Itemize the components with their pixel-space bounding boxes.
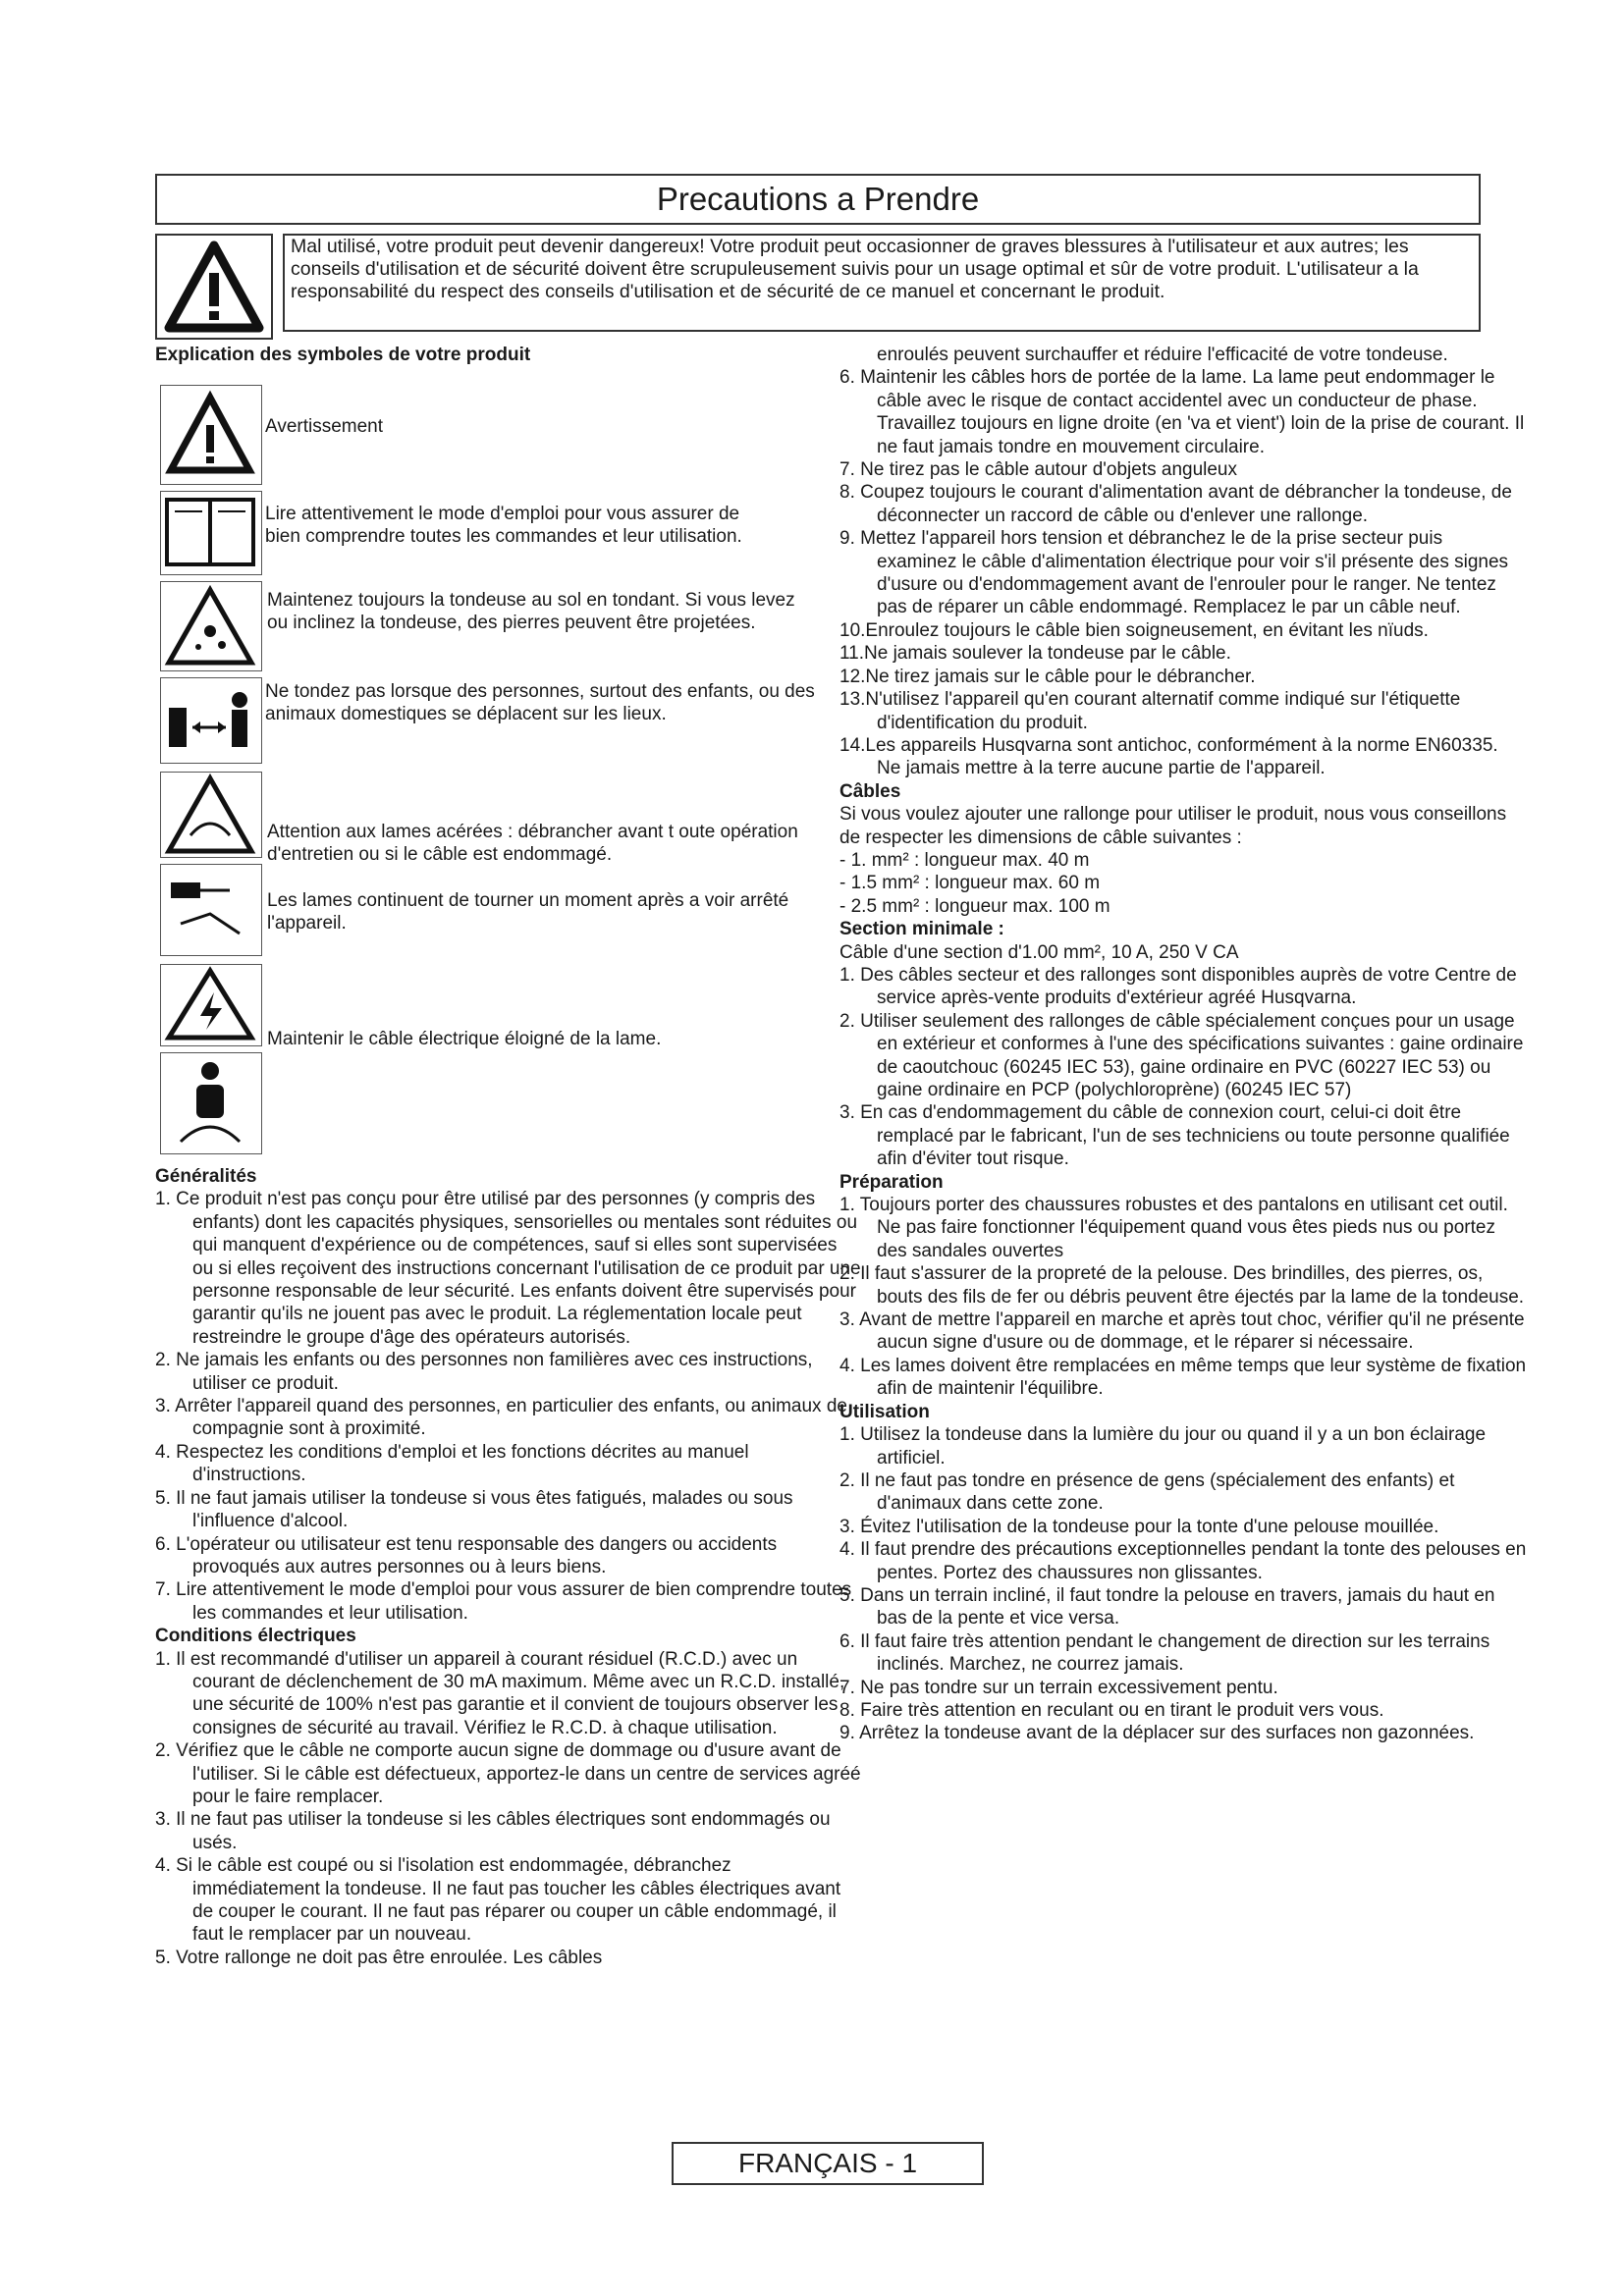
list-item: 5. Votre rallonge ne doit pas être enroulée. Les câbles — [155, 1947, 603, 1968]
list-item: 1. Utilisez la tondeuse dans la lumière du jour ou quand il y a un bon éclairage artificiel. — [839, 1424, 1487, 1468]
section-heading: Utilisation — [839, 1401, 930, 1422]
symbol-text: Attention aux lames acérées : débrancher avant t oute opération d'entretien ou si le câble est endommagé. — [267, 822, 798, 866]
cables-intro: Si vous voulez ajouter une rallonge pour utiliser le produit, nous vous conseillons de respecter les dimensions de câble suivantes : — [839, 804, 1507, 848]
list-item: 6. Maintenir les câbles hors de portée de la lame. La lame peut endommager le câble avec le risque de contact accidentel avec un conducteur de phase. Travaillez toujours en ligne droite (en 'va et vient') loin de la prise de courant. Il ne faut jamais tondre en mouvement circulaire. — [839, 367, 1525, 457]
section-heading: Section minimale : — [839, 919, 1004, 940]
right-column — [839, 344, 1527, 1745]
list-item: 2. Vérifiez que le câble ne comporte aucun signe de dommage ou d'usure avant de l'utiliser. Si le câble est défectueux, apportez-le dans un centre de services agréé pour le faire remplacer. — [155, 1740, 861, 1807]
left-column — [155, 1165, 862, 1969]
section-heading: Préparation — [839, 1171, 944, 1193]
list-item: 3. Il ne faut pas utiliser la tondeuse si les câbles électriques sont endommagés ou usés. — [155, 1809, 831, 1853]
list-item: 2. Il ne faut pas tondre en présence de gens (spécialement des enfants) et d'animaux dans cette zone. — [839, 1469, 1455, 1515]
symbols-heading: Explication des symboles de votre produit — [155, 345, 531, 365]
list-item: 1. Des câbles secteur et des rallonges sont disponibles auprès de votre Centre de service après-vente produits d'extérieur agréé Husqvarna. — [839, 964, 1517, 1009]
list-item: 2. Il faut s'assurer de la propreté de la pelouse. Des brindilles, des pierres, os, bouts des fils de fer ou débris peuvent être éjectés par la lame de la tondeuse. — [839, 1263, 1525, 1308]
list-item: 3. Évitez l'utilisation de la tondeuse pour la tonte d'une pelouse mouillée. — [839, 1516, 1439, 1537]
cable-size: - 2.5 mm² : longueur max. 100 m — [839, 895, 1110, 917]
list-item: 3. Arrêter l'appareil quand des personnes, en particulier des enfants, ou animaux de compagnie sont à proximité. — [155, 1396, 847, 1440]
operator-icon — [160, 1052, 262, 1154]
list-item: 7. Ne tirez pas le câble autour d'objets anguleux — [839, 459, 1237, 481]
list-item: 5. Dans un terrain incliné, il faut tondre la pelouse en travers, jamais du haut en bas de la pente et vice versa. — [839, 1584, 1495, 1629]
list-item: 1. Ce produit n'est pas conçu pour être utilisé par des personnes (y compris des enfants) dont les capacités physiques, sensorielles ou mentales sont réduites ou qui manquent d'expérience ou de compétences, sauf si elles sont supervisées ou si elles reçoivent des instructions concernant l'utilisation de ce produit par une personne responsable de leur sécurité. Les enfants doivent être supervisés pour garantir qu'ils ne jouent pas avec le produit. La réglementation locale peut restreindre le groupe d'âge des opérateurs autorisés. — [155, 1189, 861, 1348]
list-item: 7. Lire attentivement le mode d'emploi pour vous assurer de bien comprendre toutes les commandes et leur utilisation. — [155, 1579, 852, 1624]
list-item: 9. Arrêtez la tondeuse avant de la déplacer sur des surfaces non gazonnées. — [839, 1723, 1475, 1744]
warning-triangle-icon — [155, 234, 273, 340]
list-item: 4. Respectez les conditions d'emploi et les fonctions décrites au manuel d'instructions. — [155, 1441, 749, 1486]
list-item: 7. Ne pas tondre sur un terrain excessivement pentu. — [839, 1677, 1278, 1698]
manual-book-icon — [160, 491, 262, 575]
warning-triangle-icon — [160, 385, 262, 485]
list-item: 4. Les lames doivent être remplacées en même temps que leur système de fixation afin de maintenir l'équilibre. — [839, 1355, 1527, 1400]
electric-hazard-icon — [160, 964, 262, 1046]
list-item: 10.Enroulez toujours le câble bien soigneusement, en évitant les nïuds. — [839, 619, 1429, 641]
section-heading: Conditions électriques — [155, 1626, 356, 1647]
symbol-text: Maintenir le câble électrique éloigné de la lame. — [267, 1029, 662, 1049]
list-item: 4. Si le câble est coupé ou si l'isolation est endommagée, débranchez immédiatement la tondeuse. Il ne faut pas toucher les câbles électriques avant de couper le courant. Il ne faut pas réparer ou couper un câble endommagé, il faut le remplacer par un nouveau. — [155, 1855, 841, 1946]
symbol-text: Les lames continuent de tourner un moment après a voir arrêté l'appareil. — [267, 890, 789, 934]
symbol-text: Avertissement — [265, 416, 384, 437]
flying-stones-icon — [160, 581, 262, 671]
list-item: 1. Toujours porter des chaussures robustes et des pantalons en utilisant cet outil. Ne pas faire fonctionner l'équipement quand vous êtes pieds nus ou portez des sandales ouvertes — [839, 1195, 1508, 1261]
section-heading: Câbles — [839, 780, 901, 802]
list-item: 2. Utiliser seulement des rallonges de câble spécialement conçues pour un usage en extérieur et conformes à l'une des spécifications suivantes : gaine ordinaire de caoutchouc (60245 IEC 53), gaine ordinaire en PVC (60227 IEC 53) ou gaine ordinaire en PCP (polychloroprène) (60245 IEC 57) — [839, 1010, 1524, 1100]
list-item: 12.Ne tirez jamais sur le câble pour le débrancher. — [839, 666, 1256, 687]
list-item: 13.N'utilisez l'appareil qu'en courant alternatif comme indiqué sur l'étiquette d'identification du produit. — [839, 689, 1461, 733]
keep-distance-icon — [160, 677, 262, 764]
list-item: 8. Faire très attention en reculant ou en tirant le produit vers vous. — [839, 1699, 1384, 1721]
list-item: 1. Il est recommandé d'utiliser un appareil à courant résiduel (R.C.D.) avec un courant de déclenchement de 30 mA maximum. Même avec un R.C.D. installé, une sécurité de 100% n'est pas garantie et il convient de toujours observer les consignes de sécurité au travail. Vérifiez le R.C.D. à chaque utilisation. — [155, 1648, 845, 1738]
list-item: 8. Coupez toujours le courant d'alimentation avant de débrancher la tondeuse, de déconnecter un raccord de câble ou d'enlever une rallonge. — [839, 482, 1512, 526]
page-footer: FRANÇAIS - 1 — [672, 2142, 984, 2185]
sharp-blades-icon — [160, 772, 262, 858]
list-item: 2. Ne jamais les enfants ou des personnes non familières avec ces instructions, utiliser ce produit. — [155, 1350, 813, 1394]
list-item: 6. Il faut faire très attention pendant le changement de direction sur les terrains inclinés. Marchez, ne courrez jamais. — [839, 1630, 1490, 1676]
list-item: 5. Il ne faut jamais utiliser la tondeuse si vous êtes fatigués, malades ou sous l'influence d'alcool. — [155, 1487, 793, 1532]
unplug-icon — [160, 864, 262, 956]
list-item: 9. Mettez l'appareil hors tension et débranchez le de la prise secteur puis examinez le câble d'alimentation électrique pour voir s'il présente des signes d'usure ou d'endommagement avant de l'enrouler pour le ranger. Ne tentez pas de réparer un câble endommagé. Remplacez le par un câble neuf. — [839, 528, 1509, 618]
cable-size: - 1. mm² : longueur max. 40 m — [839, 849, 1090, 871]
section-heading: Généralités — [155, 1166, 257, 1187]
list-item: 3. Avant de mettre l'appareil en marche et après tout choc, vérifier qu'il ne présente aucun signe d'usure ou de dommage, et le réparer si nécessaire. — [839, 1309, 1525, 1354]
list-item: 3. En cas d'endommagement du câble de connexion court, celui-ci doit être remplacé par le fabricant, l'un de ses techniciens ou toute personne qualifiée afin d'éviter tout risque. — [839, 1102, 1510, 1170]
continued-text: enroulés peuvent surchauffer et réduire l'efficacité de votre tondeuse. — [877, 345, 1448, 365]
cable-size: - 1.5 mm² : longueur max. 60 m — [839, 873, 1101, 894]
intro-warning-text: Mal utilisé, votre produit peut devenir dangereux! Votre produit peut occasionner de graves blessures à l'utilisateur et aux autres; les conseils d'utilisation et de sécurité doivent être scrupuleusement suivis pour un usage optimal et sûr de votre produit. L'utilisateur a la responsabilité du respect des conseils d'utilisation et de sécurité de ce manuel et concernant le produit. — [283, 234, 1481, 332]
symbol-text: Ne tondez pas lorsque des personnes, surtout des enfants, ou des animaux domestiques se déplacent sur les lieux. — [265, 681, 815, 725]
list-item: 4. Il faut prendre des précautions exceptionnelles pendant la tonte des pelouses en pentes. Portez des chaussures non glissantes. — [839, 1539, 1527, 1583]
page-title: Precautions a Prendre — [155, 174, 1481, 225]
symbol-text: Lire attentivement le mode d'emploi pour vous assurer de bien comprendre toutes les commandes et leur utilisation. — [265, 504, 742, 548]
section-text: Câble d'une section d'1.00 mm², 10 A, 250 V CA — [839, 941, 1239, 963]
list-item: 6. L'opérateur ou utilisateur est tenu responsable des dangers ou accidents provoqués aux autres personnes ou à leurs biens. — [155, 1533, 778, 1577]
list-item: 14.Les appareils Husqvarna sont antichoc, conformément à la norme EN60335. Ne jamais mettre à la terre aucune partie de l'appareil. — [839, 734, 1498, 779]
list-item: 11.Ne jamais soulever la tondeuse par le câble. — [839, 643, 1231, 665]
symbol-text: Maintenez toujours la tondeuse au sol en tondant. Si vous levez ou inclinez la tondeuse, des pierres peuvent être projetées. — [267, 590, 795, 634]
